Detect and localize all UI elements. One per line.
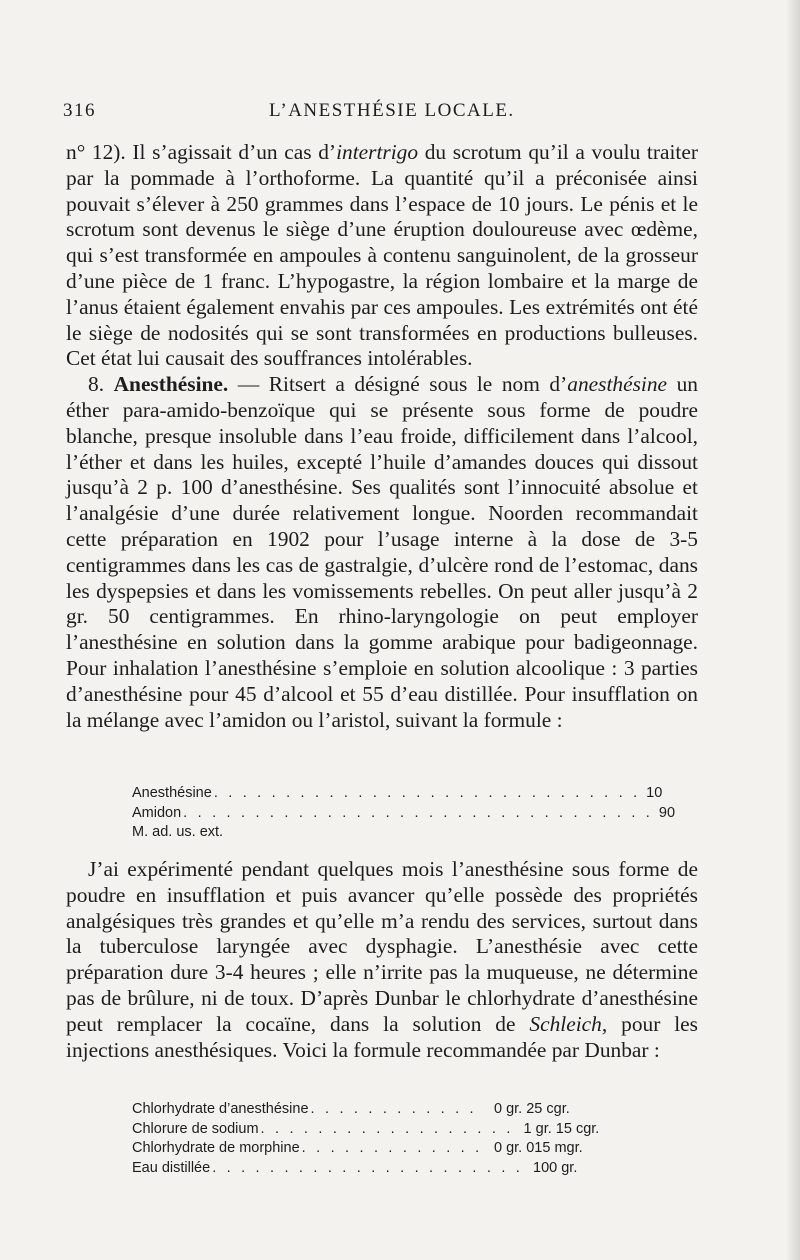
formula-row [132, 804, 676, 824]
ingredient-quantity: 90 [658, 804, 676, 821]
formula-row [132, 784, 663, 804]
text-run: , pour les injections anesthésiques. Voici la formule recommandée par Dunbar : [66, 1011, 698, 1062]
page-number: 316 [63, 100, 96, 121]
text-run: J’ai expérimenté pendant quelques mois l’anesthésine sous forme de poudre en insufflation et puis avancer qu’elle possède des propriétés analgésiques très grandes et qu’elle m’a rendu des services, surtout dans la tuberculose laryngée avec dysphagie. L’anesthésie avec cette préparation dure 3-4 heures ; elle n’irrite pas la muqueuse, ne détermine pas de brûlure, ni de toux. D’après Dunbar le chlorhydrate d’anesthésine peut remplacer la cocaïne, dans la solution de [66, 857, 698, 1036]
body-text-top [66, 140, 698, 733]
ingredient-quantity: 10 [646, 785, 663, 801]
leader-dots: . . . . . . . . . . . . . . . . . . . . . . . . . . . . . . [213, 785, 641, 801]
leader-dots: . . . . . . . . . . . . . . . . . . . . . . [212, 1159, 524, 1176]
ingredient-name: Amidon [132, 804, 182, 821]
section-number: 8. [88, 372, 114, 397]
italic-term: intertrigo [336, 140, 419, 164]
ingredient-quantity: 100 gr. [533, 1159, 578, 1176]
leader-dots: . . . . . . . . . . . . [310, 1101, 477, 1117]
running-head [63, 100, 697, 130]
ingredient-name: Chlorhydrate de morphine [132, 1140, 300, 1157]
leader-dots: . . . . . . . . . . . . . [301, 1140, 483, 1157]
dunbar-formula [132, 1100, 628, 1178]
formula-row [132, 823, 628, 843]
leader-dots: . . . . . . . . . . . . . . . . . . [260, 1120, 514, 1137]
ingredient-quantity: 1 gr. 15 cgr. [523, 1120, 600, 1137]
paragraph-intertrigo-case [66, 140, 698, 372]
italic-term: Schleich [529, 1011, 602, 1036]
formula-row [132, 1100, 628, 1120]
ingredient-name: Anesthésine [132, 785, 212, 801]
paragraph-experiment [66, 857, 698, 1063]
ingredient-quantity: 0 gr. 015 mgr. [494, 1140, 583, 1157]
insufflation-formula [132, 784, 676, 843]
section-heading: Anesthésine. [113, 372, 229, 397]
text-run: du scrotum qu’il a voulu traiter par la pommade à l’orthoforme. La quantité qu’il a préconisée ainsi pouvait s’élever à 250 grammes dans l’espace de 10 jours. Le pénis et le scrotum sont devenus le siège d’une éruption douloureuse avec œdème, qui s’est transformée en ampoules à contenu sanguinolent, de la grosseur d’une pièce de 1 franc. L’hypogastre, la région lombaire et la marge de l’anus étaient également envahis par ces ampoules. Les extrémités ont été le siège de nodosités qui se sont transformées en productions bulleuses. Cet état lui causait des souffrances intolérables. [66, 140, 698, 371]
text-run: n° 12). Il s’agissait d’un cas d’ [66, 140, 337, 164]
running-title: L’ANESTHÉSIE LOCALE. [269, 100, 515, 121]
formula-row [132, 1120, 628, 1140]
italic-term: anesthésine [567, 372, 668, 397]
formula-row [132, 1139, 628, 1159]
prescription-note: M. ad. us. ext. [132, 824, 224, 841]
ingredient-quantity: 0 gr. 25 cgr. [494, 1101, 570, 1117]
ingredient-name: Chlorhydrate d’anesthésine [132, 1101, 309, 1117]
page-edge-shadow [786, 0, 800, 1260]
body-text-bottom [66, 857, 698, 1063]
ingredient-name: Eau distillée [132, 1159, 211, 1176]
paragraph-anesthesine [66, 372, 698, 733]
text-run: un éther para-amido-benzoïque qui se présente sous forme de poudre blanche, presque insoluble dans l’eau froide, difficilement dans l’alcool, l’éther et dans les huiles, excepté l’huile d’amandes douces qui dissout jusqu’à 2 p. 100 d’anesthésine. Ses qualités sont l’innocuité absolue et l’analgésie d’une durée relativement longue. Noorden recommandait cette préparation en 1902 pour l’usage interne à la dose de 3-5 centigrammes dans les cas de gastralgie, d’ulcère rond de l’estomac, dans les dyspepsies et dans les vomissements rebelles. On peut aller jusqu’à 2 gr. 50 centigrammes. En rhino-laryngologie on peut employer l’anesthésine en solution dans la gomme arabique pour badigeonnage. Pour inhalation l’anesthésine s’emploie en solution alcoolique : 3 parties d’anesthésine pour 45 d’alcool et 55 d’eau distillée. Pour insufflation on la mélange avec l’amidon ou l’aristol, suivant la formule : [66, 372, 698, 732]
ingredient-name: Chlorure de sodium [132, 1120, 259, 1137]
formula-row [132, 1159, 628, 1179]
leader-dots: . . . . . . . . . . . . . . . . . . . . . . . . . . . . . . . . . [183, 804, 654, 821]
text-run: — Ritsert a désigné sous le nom d’ [228, 372, 568, 397]
